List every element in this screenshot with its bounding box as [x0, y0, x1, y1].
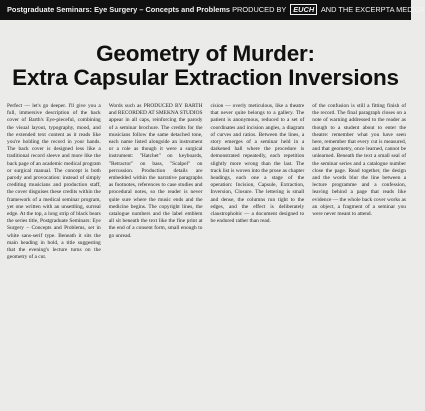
page-title [0, 42, 411, 90]
body-columns [7, 103, 406, 405]
text-column-2 [109, 103, 203, 405]
text-column-4 [312, 103, 406, 405]
column-text: of the confusion is still a fitting finish of the record. The final paragraph closes on a note of warning addressed to the reader as though to a student about to enter the theatre: remember what you have seen here, remember that every cut is measured, and that geometry, once learned, cannot be unlearned. Beneath the text a small seal of the seminar series and a catalogue number close the page. Read together, the design and the words blur the line between a lecture programme and a confession, leaving behind a page that reads like evidence — the whole back cover works as an object, a fragment of a seminar you were never meant to attend. [312, 103, 406, 218]
title-line-2: Extra Capsular Extraction Inversions [12, 65, 399, 90]
column-text: cision — overly meticulous, like a theatre that never quite belongs to a gallery. The patient is anonymous, reduced to a set of coordinates and incision angles, a diagram of curves and ratios. Between the lines, a story emerges of a seminar held in a darkened hall where the procedure is demonstrated repeatedly, each repetition slightly more wrong than the last. The track list is woven into the prose as chapter headings, each one a stage of the operation: Incision, Capsule, Extraction, Inversion, Closure. The lettering is small and dense, the columns run tight to the edges, and the effect is deliberately claustrophobic — a document designed to be endured rather than read. [210, 103, 305, 225]
title-line-1: Geometry of Murder: [96, 41, 315, 66]
co-producer-label: AND THE EXCERPTA MEDICA [320, 5, 425, 14]
text-column-1 [7, 103, 101, 405]
header-banner [0, 0, 425, 20]
series-topic: Eye Surgery – Concepts and Problems [94, 5, 231, 14]
column-text: Perfect — let's go deeper. I'll give you a full, immersive description of the back cover of Barth's Eye-pieceful, combining the visual layout, typography, mood, and the extended text content as it reads like you're holding the record in your hands. The back cover is designed less like a traditional record sleeve and more like the back page of an academic medical program or surgical manual. The concept is both parody and provocation: instead of simply crediting musicians and production staff, the cover disguises these credits within the framework of a medical seminar program, yet one written with an unsettling, surreal edge. At the top, a long strip of black bears the series title, Postgraduate Seminars: Eye Surgery – Concepts and Problems, set in white sans-serif type. Beneath it sits the main heading in bold, a title suggesting that the evening's lecture turns on the geometry of a cut. [7, 103, 101, 261]
producer-logo: EUCH [290, 4, 317, 15]
produced-by-label: PRODUCED BY [232, 5, 287, 14]
series-label: Postgraduate Seminars: [7, 5, 93, 14]
text-column-3 [211, 103, 305, 405]
column-text: Words such as PRODUCED BY BARTH and RECORDED AT SMEKNA STUDIOS appear in all caps, reinforcing the parody of a seminar brochure. The credits for the musicians follow the same detached tone, each name listed alongside an instrument or a role as though it were a surgical instrument: "Hatchet" on keyboards, "Retractor" on bass, "Scalpel" on percussion. Production details are embedded within the narrative paragraphs as footnotes, references to case studies and procedural notes, so the reader is never quite sure where the music ends and the medicine begins. The copyright lines, the catalogue numbers and the label emblem all sit beneath the text like the fine print at the end of a consent form, small enough to go unread. [108, 103, 203, 239]
